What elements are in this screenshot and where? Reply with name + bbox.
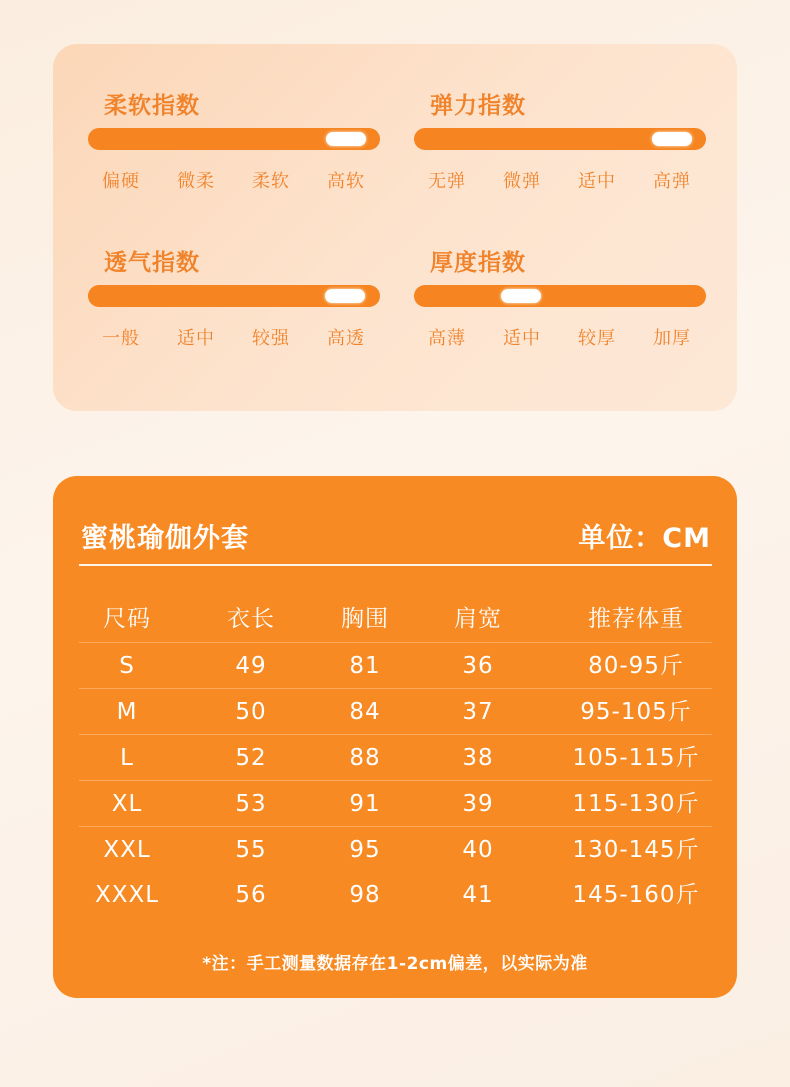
bust-cell: 81 bbox=[349, 653, 381, 679]
index-indicator bbox=[501, 289, 541, 303]
bust-cell: 98 bbox=[349, 882, 381, 908]
table-row bbox=[79, 642, 712, 689]
weight-cell: 130-145斤 bbox=[572, 837, 700, 863]
metric-title: 厚度指数 bbox=[430, 250, 526, 276]
table-row bbox=[79, 826, 712, 873]
metric-title: 弹力指数 bbox=[430, 93, 526, 119]
metric-title: 柔软指数 bbox=[104, 93, 200, 119]
measurement-note: *注：手工测量数据存在1-2cm偏差，以实际为准 bbox=[202, 954, 588, 974]
length-cell: 56 bbox=[235, 882, 267, 908]
shoulder-cell: 36 bbox=[462, 653, 494, 679]
bust-cell: 91 bbox=[349, 791, 381, 817]
bust-cell: 88 bbox=[349, 745, 381, 771]
length-cell: 49 bbox=[235, 653, 267, 679]
level-label: 高软 bbox=[327, 171, 365, 192]
bust-cell: 84 bbox=[349, 699, 381, 725]
column-header: 推荐体重 bbox=[588, 606, 684, 632]
column-header: 胸围 bbox=[341, 606, 389, 632]
size-cell: L bbox=[120, 745, 134, 771]
index-indicator bbox=[325, 289, 365, 303]
size-cell: S bbox=[119, 653, 135, 679]
shoulder-cell: 39 bbox=[462, 791, 494, 817]
weight-cell: 80-95斤 bbox=[588, 653, 684, 679]
length-cell: 50 bbox=[235, 699, 267, 725]
level-label: 高薄 bbox=[428, 328, 466, 349]
level-label: 柔软 bbox=[252, 171, 290, 192]
weight-cell: 145-160斤 bbox=[572, 882, 700, 908]
level-label: 微弹 bbox=[503, 171, 541, 192]
metric-title: 透气指数 bbox=[104, 250, 200, 276]
fabric-index-card bbox=[53, 44, 737, 411]
index-bar bbox=[414, 128, 706, 150]
length-cell: 52 bbox=[235, 745, 267, 771]
level-label: 较强 bbox=[252, 328, 290, 349]
column-header: 尺码 bbox=[103, 606, 151, 632]
index-bar bbox=[414, 285, 706, 307]
index-bar bbox=[88, 128, 380, 150]
divider bbox=[79, 564, 712, 566]
column-header: 衣长 bbox=[227, 606, 275, 632]
level-label: 一般 bbox=[102, 328, 140, 349]
level-label: 适中 bbox=[177, 328, 215, 349]
table-row bbox=[79, 872, 712, 918]
level-label: 较厚 bbox=[578, 328, 616, 349]
size-cell: XXXL bbox=[94, 882, 160, 908]
table-row bbox=[79, 688, 712, 735]
index-indicator bbox=[326, 132, 366, 146]
level-label: 适中 bbox=[503, 328, 541, 349]
size-chart-card bbox=[53, 476, 737, 998]
level-label: 无弹 bbox=[428, 171, 466, 192]
table-row bbox=[79, 734, 712, 781]
length-cell: 53 bbox=[235, 791, 267, 817]
shoulder-cell: 41 bbox=[462, 882, 494, 908]
size-cell: XXL bbox=[103, 837, 151, 863]
level-label: 高弹 bbox=[653, 171, 691, 192]
level-label: 加厚 bbox=[653, 328, 691, 349]
shoulder-cell: 40 bbox=[462, 837, 494, 863]
weight-cell: 105-115斤 bbox=[572, 745, 700, 771]
unit-label: 单位：CM bbox=[578, 523, 711, 554]
shoulder-cell: 37 bbox=[462, 699, 494, 725]
weight-cell: 95-105斤 bbox=[580, 699, 692, 725]
product-title: 蜜桃瑜伽外套 bbox=[81, 523, 249, 554]
level-label: 高透 bbox=[327, 328, 365, 349]
level-label: 微柔 bbox=[177, 171, 215, 192]
size-cell: XL bbox=[111, 791, 143, 817]
bust-cell: 95 bbox=[349, 837, 381, 863]
level-label: 适中 bbox=[578, 171, 616, 192]
length-cell: 55 bbox=[235, 837, 267, 863]
table-header bbox=[79, 596, 712, 642]
weight-cell: 115-130斤 bbox=[572, 791, 700, 817]
index-indicator bbox=[652, 132, 692, 146]
index-bar bbox=[88, 285, 380, 307]
shoulder-cell: 38 bbox=[462, 745, 494, 771]
table-row bbox=[79, 780, 712, 827]
level-label: 偏硬 bbox=[102, 171, 140, 192]
column-header: 肩宽 bbox=[454, 606, 502, 632]
size-cell: M bbox=[116, 699, 138, 725]
